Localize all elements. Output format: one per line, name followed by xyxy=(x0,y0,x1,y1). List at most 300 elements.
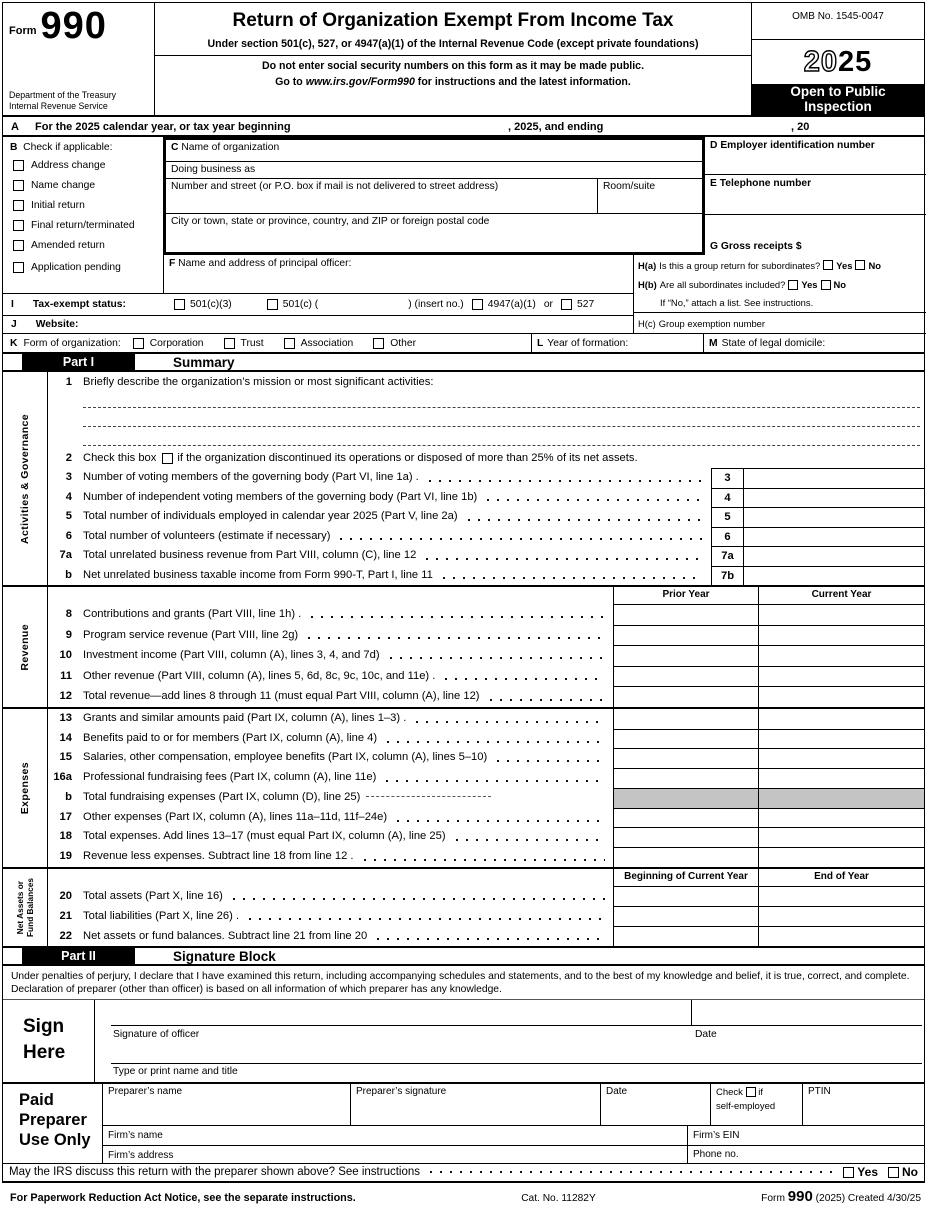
preparer-date-field[interactable] xyxy=(601,1084,711,1125)
line-3-value-cell[interactable] xyxy=(743,468,924,488)
line-7b-num: b xyxy=(65,568,72,581)
preparer-signature-field[interactable] xyxy=(351,1084,601,1125)
line-b-letter: B xyxy=(10,142,18,153)
line-19-row xyxy=(48,847,924,867)
line-c-letter: C xyxy=(171,142,179,153)
use-only-word: Use Only xyxy=(19,1131,91,1150)
line-7b-box: 7b xyxy=(711,566,743,586)
group-exemption-field[interactable] xyxy=(634,312,926,333)
line-12-row xyxy=(48,686,924,707)
line-14-prior-cell[interactable] xyxy=(613,729,758,749)
line-1-row xyxy=(48,372,924,392)
line-16b-prior-cell-shaded xyxy=(613,788,758,808)
4947a1-checkbox[interactable] xyxy=(472,299,483,310)
line-14-row xyxy=(48,729,924,749)
identification-block xyxy=(3,137,924,352)
501c-checkbox[interactable] xyxy=(267,299,278,310)
state-of-domicile-field[interactable] xyxy=(703,334,926,352)
signature-line xyxy=(111,1025,922,1026)
page-footer xyxy=(2,1183,927,1205)
hb-no-label: No xyxy=(833,279,847,290)
street-room-row xyxy=(166,178,702,213)
line-13-prior-cell[interactable] xyxy=(613,709,758,729)
date-divider xyxy=(691,1000,692,1025)
line-8-text: Contributions and grants (Part VIII, line 1h) . xyxy=(83,608,302,620)
gross-receipts-field[interactable] xyxy=(705,215,926,255)
line-13-current-cell[interactable] xyxy=(758,709,924,729)
self-employed-checkbox[interactable] xyxy=(746,1087,756,1097)
firm-name-label: Firm’s name xyxy=(108,1129,163,1141)
open-line2: Inspection xyxy=(804,99,872,115)
end-of-year-header: End of Year xyxy=(758,869,924,886)
line-1-num: 1 xyxy=(65,376,72,388)
line-14-current-cell[interactable] xyxy=(758,729,924,749)
line-16b-row xyxy=(48,788,924,808)
footer-form-number: 990 xyxy=(787,1187,813,1205)
line-j-letter: J xyxy=(11,319,17,330)
year-outline: 20 xyxy=(803,45,838,78)
privacy-note: Do not enter social security numbers on this form as it may be made public. xyxy=(261,60,645,72)
governance-sidebar-label: Activities & Governance xyxy=(19,413,31,544)
part2-title: Signature Block xyxy=(173,948,276,964)
line-15-current-cell[interactable] xyxy=(758,748,924,768)
expenses-sidebar-label: Expenses xyxy=(19,761,31,815)
name-change-checkbox[interactable] xyxy=(13,180,24,191)
right-id-column xyxy=(705,137,926,255)
line-14-text: Benefits paid to or for members (Part IX, column (A), line 4) xyxy=(83,731,378,744)
mission-line-3[interactable] xyxy=(48,430,924,449)
line-19-prior-cell[interactable] xyxy=(613,847,758,867)
mission-line-1[interactable] xyxy=(48,392,924,411)
here-word: Here xyxy=(23,1041,66,1063)
line-3-box: 3 xyxy=(711,468,743,488)
hc-label: Group exemption number xyxy=(658,317,766,329)
h-column xyxy=(633,255,926,333)
line-16a-current-cell[interactable] xyxy=(758,768,924,788)
telephone-label: Telephone number xyxy=(719,178,812,189)
line-6-row xyxy=(48,527,924,547)
line-6-text: Total number of volunteers (estimate if necessary) xyxy=(83,529,331,542)
line-17-current-cell[interactable] xyxy=(758,808,924,828)
paid-preparer-label xyxy=(3,1084,103,1163)
officer-signature-area[interactable] xyxy=(95,1000,924,1082)
may-irs-text: May the IRS discuss this return with the preparer shown above? See instructions xyxy=(9,1166,421,1179)
expenses-sidebar xyxy=(3,709,48,867)
may-irs-yes-checkbox[interactable] xyxy=(843,1167,854,1178)
line-7b-text: Net unrelated business taxable income from Form 990-T, Part I, line 11 xyxy=(83,568,433,581)
line-7a-box: 7a xyxy=(711,546,743,566)
application-pending-label: Application pending xyxy=(31,262,121,273)
paperwork-notice: For Paperwork Reduction Act Notice, see the separate instructions. xyxy=(10,1191,356,1204)
initial-return-label: Initial return xyxy=(31,200,85,211)
line-2-row xyxy=(48,449,924,468)
line-1-text: Briefly describe the organization’s mission or most significant activities: xyxy=(83,376,434,388)
part2-tag: Part II xyxy=(22,948,135,964)
line-8-current-cell[interactable] xyxy=(758,604,924,625)
insert-no-label: ) (insert no.) xyxy=(408,299,464,310)
ptin-field[interactable] xyxy=(803,1084,924,1125)
irs-url: www.irs.gov/Form990 xyxy=(305,76,415,88)
line-2-pre: Check this box xyxy=(83,452,157,464)
room-suite-field[interactable] xyxy=(597,179,702,213)
line-21-text: Total liabilities (Part X, line 26) . xyxy=(83,909,240,922)
line-6-num: 6 xyxy=(65,529,72,542)
governance-section xyxy=(3,372,924,585)
room-suite-label: Room/suite xyxy=(603,181,656,192)
net-assets-section xyxy=(3,867,924,946)
line-3-row xyxy=(48,468,924,488)
org-name-label: Name of organization xyxy=(181,142,280,153)
h-note: If “No,” attach a list. See instructions. xyxy=(660,297,814,308)
preparer-date-label: Date xyxy=(606,1085,628,1097)
header-left xyxy=(3,3,155,115)
line-10-current-cell[interactable] xyxy=(758,645,924,666)
line-18-prior-cell[interactable] xyxy=(613,827,758,847)
preparer-word: Preparer xyxy=(19,1111,87,1130)
line-16b-fill-blank[interactable] xyxy=(366,796,491,797)
goto-note xyxy=(155,72,751,88)
dba-field[interactable] xyxy=(166,161,702,178)
line-16b-text: Total fundraising expenses (Part IX, column (D), line 25) xyxy=(83,790,361,803)
name-change-label: Name change xyxy=(31,180,96,191)
form-title: Return of Organization Exempt From Income Tax xyxy=(232,10,674,31)
line-5-text: Total number of individuals employed in calendar year 2025 (Part V, line 2a) xyxy=(83,510,458,522)
line-12-text: Total revenue—add lines 8 through 11 (must equal Part VIII, column (A), line 12) xyxy=(83,690,480,703)
line-20-text: Total assets (Part X, line 16) xyxy=(83,889,223,902)
line-16a-row xyxy=(48,768,924,788)
form-header xyxy=(3,3,924,117)
line-17-num: 17 xyxy=(59,810,72,823)
may-irs-no-label: No xyxy=(902,1165,918,1180)
line-7a-value-cell[interactable] xyxy=(743,546,924,566)
firm-address-label: Firm’s address xyxy=(108,1149,174,1161)
line-9-text: Program service revenue (Part VIII, line 2g) xyxy=(83,628,299,641)
paid-preparer-block xyxy=(3,1084,924,1164)
footer-form-id xyxy=(761,1188,921,1205)
may-irs-discuss-row xyxy=(3,1164,924,1183)
catalog-number: Cat. No. 11282Y xyxy=(521,1192,596,1204)
line-3-num: 3 xyxy=(65,471,72,483)
current-year-header: Current Year xyxy=(758,587,924,604)
form-body xyxy=(2,2,925,1183)
hb-letter: H(b) xyxy=(638,279,657,290)
trust-label: Trust xyxy=(240,337,264,349)
if-word: if xyxy=(758,1086,763,1098)
tax-exempt-status-row xyxy=(3,293,633,315)
4947a1-label: 4947(a)(1) xyxy=(487,299,536,310)
line-6-box: 6 xyxy=(711,527,743,547)
footer-form-suffix: (2025) Created 4/30/25 xyxy=(815,1192,921,1204)
line-8-num: 8 xyxy=(65,608,72,620)
line-15-row xyxy=(48,748,924,768)
line-18-row xyxy=(48,827,924,847)
year-of-formation-label: Year of formation: xyxy=(547,337,629,349)
final-return-checkbox[interactable] xyxy=(13,220,24,231)
527-checkbox[interactable] xyxy=(561,299,572,310)
net-assets-sidebar xyxy=(3,869,48,946)
goto-note-post: for instructions and the latest information. xyxy=(414,76,631,88)
line-11-row xyxy=(48,666,924,687)
firm-ein-field[interactable] xyxy=(688,1130,924,1141)
line-11-prior-cell[interactable] xyxy=(613,666,758,687)
ha-yes-checkbox[interactable] xyxy=(823,260,833,270)
open-to-public-badge xyxy=(752,85,924,115)
footer-form-word: Form xyxy=(761,1192,785,1204)
line-20-row xyxy=(48,886,924,906)
line-13-row xyxy=(48,709,924,729)
expenses-section xyxy=(3,707,924,867)
phone-field[interactable] xyxy=(688,1149,924,1160)
line-13-num: 13 xyxy=(59,711,72,724)
line-9-prior-cell[interactable] xyxy=(613,625,758,646)
initial-return-checkbox[interactable] xyxy=(13,200,24,211)
preparer-name-field[interactable] xyxy=(103,1084,351,1125)
form-of-org-label: Form of organization: xyxy=(23,337,121,349)
part2-header xyxy=(3,946,924,966)
line-7b-row xyxy=(48,566,924,586)
line-4-value-cell[interactable] xyxy=(743,488,924,508)
association-label: Association xyxy=(300,337,354,349)
line-10-row xyxy=(48,645,924,666)
form-subtitle: Under section 501(c), 527, or 4947(a)(1) of the Internal Revenue Code (except private foundations) xyxy=(155,36,751,56)
part1-title: Summary xyxy=(173,355,235,370)
line-m-letter: M xyxy=(709,337,718,349)
mission-line-2[interactable] xyxy=(48,411,924,430)
prior-year-header: Prior Year xyxy=(613,587,758,604)
ha-no-checkbox[interactable] xyxy=(855,260,865,270)
may-irs-no-checkbox[interactable] xyxy=(888,1167,899,1178)
line-15-text: Salaries, other compensation, employee benefits (Part IX, column (A), lines 5–10) xyxy=(83,751,488,764)
ptin-label: PTIN xyxy=(808,1085,831,1097)
line-12-num: 12 xyxy=(59,690,72,703)
line-16a-num: 16a xyxy=(53,771,72,784)
line-14-num: 14 xyxy=(59,731,72,744)
form-word: Form xyxy=(9,25,37,38)
line-9-current-cell[interactable] xyxy=(758,625,924,646)
city-field[interactable] xyxy=(166,213,702,252)
amended-return-checkbox[interactable] xyxy=(13,240,24,251)
org-name-field[interactable] xyxy=(166,140,702,161)
line-9-row xyxy=(48,625,924,646)
line-5-box: 5 xyxy=(711,507,743,527)
beginning-of-year-header: Beginning of Current Year xyxy=(613,869,758,886)
line-22-text: Net assets or fund balances. Subtract line 21 from line 20 xyxy=(83,929,368,942)
line-21-num: 21 xyxy=(59,909,72,922)
line-15-num: 15 xyxy=(59,751,72,764)
line-19-current-cell[interactable] xyxy=(758,847,924,867)
ha-question: Is this a group return for subordinates? xyxy=(659,259,821,271)
firm-ein-label: Firm’s EIN xyxy=(693,1129,740,1141)
year-of-formation-field[interactable] xyxy=(531,334,703,352)
dept-treasury: Department of the Treasury xyxy=(9,90,117,101)
line-a-mid: , 2025, and ending xyxy=(508,121,604,133)
line-g-letter: G xyxy=(710,241,719,252)
other-label: Other xyxy=(390,337,417,349)
line-17-text: Other expenses (Part IX, column (A), lines 11a–11d, 11f–24e) xyxy=(83,810,388,823)
line-12-prior-cell[interactable] xyxy=(613,686,758,707)
gross-receipts-label: Gross receipts $ xyxy=(720,241,802,252)
year-bold: 25 xyxy=(838,45,873,78)
line-22-row xyxy=(48,926,924,946)
line-18-current-cell[interactable] xyxy=(758,827,924,847)
ein-field[interactable] xyxy=(705,137,926,175)
final-return-label: Final return/terminated xyxy=(31,220,135,231)
line-12-current-cell[interactable] xyxy=(758,686,924,707)
part1-header xyxy=(3,352,924,372)
tax-year xyxy=(752,40,924,85)
line-2-num: 2 xyxy=(65,452,72,464)
may-irs-yes-label: Yes xyxy=(857,1165,878,1180)
line-20-end-cell[interactable] xyxy=(758,886,924,906)
hb-question: Are all subordinates included? xyxy=(659,279,786,290)
paid-preparer-table xyxy=(103,1084,924,1163)
check-word: Check xyxy=(716,1086,743,1098)
line-5-num: 5 xyxy=(65,510,72,522)
hc-letter: H(c) xyxy=(638,317,656,329)
line-e-letter: E xyxy=(710,178,717,189)
line-16a-prior-cell[interactable] xyxy=(613,768,758,788)
net-assets-sidebar-line1: Net Assets or xyxy=(15,880,25,935)
501c-label: 501(c) ( xyxy=(282,299,319,310)
line-4-box: 4 xyxy=(711,488,743,508)
line-l-letter: L xyxy=(537,337,544,349)
line-20-num: 20 xyxy=(59,889,72,902)
line-2-checkbox[interactable] xyxy=(162,453,173,464)
telephone-field[interactable] xyxy=(705,175,926,215)
line-15-prior-cell[interactable] xyxy=(613,748,758,768)
line-10-num: 10 xyxy=(59,649,72,662)
print-name-line xyxy=(111,1063,922,1064)
line-i-letter: I xyxy=(11,299,14,310)
preparer-name-label: Preparer’s name xyxy=(108,1085,183,1097)
revenue-sidebar-label: Revenue xyxy=(19,623,31,671)
hb-yes-label: Yes xyxy=(801,279,818,290)
501c3-checkbox[interactable] xyxy=(174,299,185,310)
signature-of-officer-label: Signature of officer xyxy=(113,1028,200,1040)
organization-name-address-box xyxy=(163,137,705,255)
form-number: 990 xyxy=(40,5,107,47)
line-20-begin-cell[interactable] xyxy=(613,886,758,906)
line-5-row xyxy=(48,507,924,527)
line-7a-text: Total unrelated business revenue from Part VIII, column (C), line 12 xyxy=(83,549,417,561)
revenue-sidebar xyxy=(3,587,48,707)
perjury-statement: Under penalties of perjury, I declare that I have examined this return, including accompanying schedules and statements, and to the best of my knowledge and belief, it is true, correct, and complete. Declaration of preparer (other than officer) is based on all information of which preparer has any knowledge. xyxy=(3,966,924,1000)
association-checkbox[interactable] xyxy=(284,338,295,349)
line-b-label: Check if applicable: xyxy=(23,142,113,153)
city-label: City or town, state or province, country, and ZIP or foreign postal code xyxy=(171,216,490,227)
line-22-begin-cell[interactable] xyxy=(613,926,758,946)
line-8-prior-cell[interactable] xyxy=(613,604,758,625)
corporation-label: Corporation xyxy=(149,337,204,349)
line-4-num: 4 xyxy=(65,490,72,503)
address-change-checkbox[interactable] xyxy=(13,160,24,171)
line-7a-num: 7a xyxy=(59,549,72,561)
line-3-text: Number of voting members of the governing body (Part VI, line 1a) . xyxy=(83,471,419,483)
line-8-row xyxy=(48,604,924,625)
dba-label: Doing business as xyxy=(171,164,256,175)
sign-here-block xyxy=(3,1000,924,1084)
line-18-text: Total expenses. Add lines 13–17 (must equal Part IX, column (A), line 25) xyxy=(83,830,446,843)
line-7b-value-cell[interactable] xyxy=(743,566,924,586)
line-7a-row xyxy=(48,546,924,566)
net-assets-sidebar-line2: Fund Balances xyxy=(25,877,35,937)
line-10-prior-cell[interactable] xyxy=(613,645,758,666)
line-19-text: Revenue less expenses. Subtract line 18 from line 12 . xyxy=(83,850,354,863)
ha-yes-label: Yes xyxy=(836,259,853,271)
firm-address-field[interactable] xyxy=(103,1146,688,1163)
form-of-organization-row xyxy=(3,333,926,352)
street-field[interactable] xyxy=(166,179,597,213)
application-pending-checkbox[interactable] xyxy=(13,262,24,273)
line-21-row xyxy=(48,906,924,926)
tax-exempt-status-label: Tax-exempt status: xyxy=(32,299,126,310)
line-19-num: 19 xyxy=(59,850,72,863)
line-9-num: 9 xyxy=(65,628,72,641)
preparer-signature-label: Preparer’s signature xyxy=(356,1085,447,1097)
state-of-domicile-label: State of legal domicile: xyxy=(721,337,826,349)
ha-letter: H(a) xyxy=(638,259,657,271)
corporation-checkbox[interactable] xyxy=(133,338,144,349)
sign-word: Sign xyxy=(23,1015,65,1037)
firm-name-field[interactable] xyxy=(103,1126,688,1145)
self-employed-word: self-employed xyxy=(716,1101,776,1113)
501c3-label: 501(c)(3) xyxy=(189,299,232,310)
omb-number: OMB No. 1545-0047 xyxy=(752,3,924,40)
trust-checkbox[interactable] xyxy=(224,338,235,349)
principal-officer-field[interactable] xyxy=(163,255,633,293)
governance-sidebar xyxy=(3,372,48,585)
line-5-value-cell[interactable] xyxy=(743,507,924,527)
revenue-section xyxy=(3,585,924,707)
line-6-value-cell[interactable] xyxy=(743,527,924,547)
line-21-end-cell[interactable] xyxy=(758,906,924,926)
line-11-num: 11 xyxy=(60,669,72,682)
line-16a-text: Professional fundraising fees (Part IX, column (A), line 11e) xyxy=(83,771,377,784)
line-k-letter: K xyxy=(10,337,18,349)
open-line1: Open to Public xyxy=(790,84,886,100)
line-22-end-cell[interactable] xyxy=(758,926,924,946)
year-column-headers xyxy=(48,587,924,604)
type-print-label: Type or print name and title xyxy=(113,1065,238,1077)
other-checkbox[interactable] xyxy=(373,338,384,349)
line-11-current-cell[interactable] xyxy=(758,666,924,687)
line-11-text: Other revenue (Part VIII, column (A), lines 5, 6d, 8c, 9c, 10c, and 11e) . xyxy=(83,669,436,682)
hb-yes-checkbox[interactable] xyxy=(788,280,798,290)
line-17-prior-cell[interactable] xyxy=(613,808,758,828)
line-4-text: Number of independent voting members of the governing body (Part VI, line 1b) xyxy=(83,490,478,503)
hb-no-checkbox[interactable] xyxy=(821,280,831,290)
line-13-text: Grants and similar amounts paid (Part IX, column (A), lines 1–3) . xyxy=(83,711,407,724)
line-a-text: For the 2025 calendar year, or tax year beginning xyxy=(35,121,291,133)
header-right xyxy=(752,3,924,115)
line-4-row xyxy=(48,488,924,508)
phone-label: Phone no. xyxy=(693,1148,739,1160)
line-a-tax-year xyxy=(3,117,924,137)
line-22-num: 22 xyxy=(59,929,72,942)
line-10-text: Investment income (Part VIII, column (A), lines 3, 4, and 7d) xyxy=(83,649,380,662)
net-assets-column-headers xyxy=(48,869,924,886)
part1-tag: Part I xyxy=(22,354,135,370)
line-2-post: if the organization discontinued its operations or disposed of more than 25% of its net assets. xyxy=(177,452,638,464)
address-change-label: Address change xyxy=(31,160,106,171)
principal-officer-label: Name and address of principal officer: xyxy=(178,258,352,269)
line-21-begin-cell[interactable] xyxy=(613,906,758,926)
527-label: 527 xyxy=(576,299,595,310)
street-label: Number and street (or P.O. box if mail is not delivered to street address) xyxy=(171,181,499,192)
website-field[interactable] xyxy=(3,315,633,333)
line-d-letter: D xyxy=(710,140,718,151)
sign-here-label xyxy=(3,1000,95,1082)
